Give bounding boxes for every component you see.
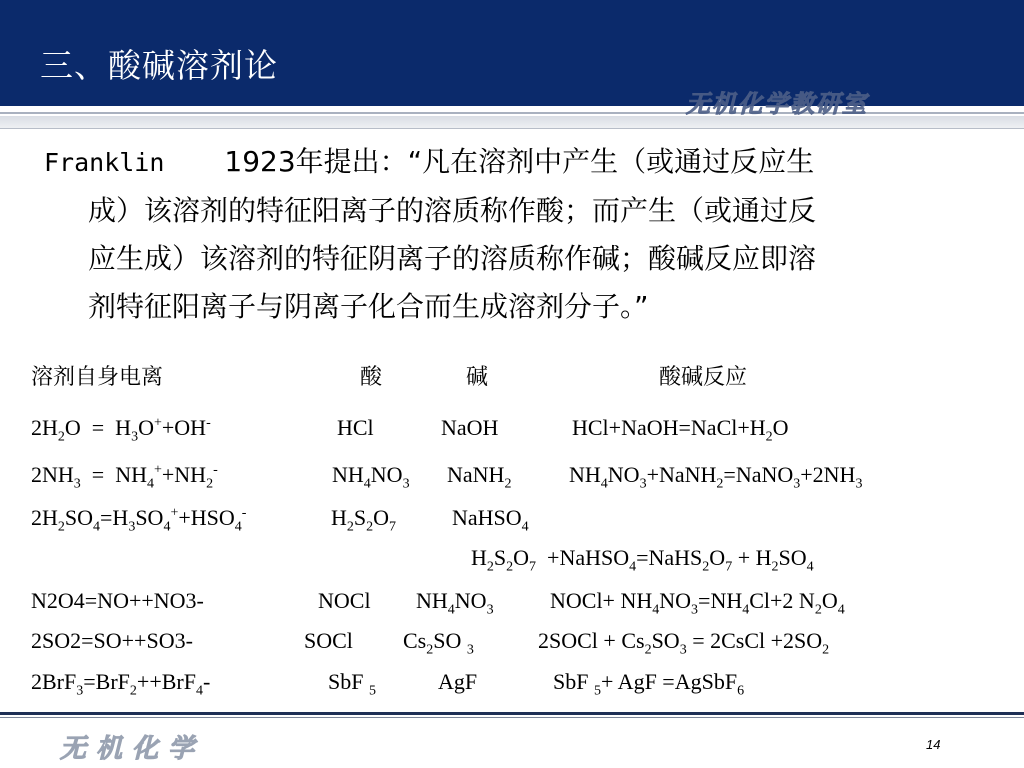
definition-year: 1923年提出：“凡在溶剂中产生（或通过反应生 xyxy=(224,145,815,178)
definition-line-2: 成）该溶剂的特征阳离子的溶质称作酸；而产生（或通过反 xyxy=(88,194,817,227)
acid-sulfuric: $H_2S_2O_7$ xyxy=(331,505,397,535)
header-acid: 酸 xyxy=(360,365,383,390)
reaction-brf3: SbF $_5$+ AgF =AgSbF$_6$ xyxy=(553,669,745,699)
ionization-water: $2H_2O = H_3O^++OH^-$ xyxy=(31,415,211,445)
acid-ammonia: $NH_4NO_3$ xyxy=(332,462,410,492)
definition-line-1 xyxy=(44,138,984,187)
base-brf3: AgF xyxy=(438,669,478,694)
reaction-ammonia: $NH_4NO_3+NaNH_2=NaNO_3+2NH_3$ xyxy=(569,462,863,492)
slide-title: 三、酸碱溶剂论 xyxy=(40,46,278,85)
base-sulfuric: NaHSO$_4$ xyxy=(452,505,529,535)
course-watermark: 无机化学 xyxy=(60,734,205,764)
franklin-definition xyxy=(44,138,984,331)
base-ammonia: NaNH$_2$ xyxy=(447,462,512,492)
reaction-so2: 2SOCl + $Cs_2SO_3$ = 2CsCl $+2SO_2$ xyxy=(538,628,830,658)
acid-brf3: SbF $_5$ xyxy=(328,669,376,699)
base-water: NaOH xyxy=(441,415,499,440)
ionization-brf3: 2BrF$_3$=BrF$_2$++BrF$_4$- xyxy=(31,669,211,699)
ionization-sulfuric: $2H_2SO_4=H_3SO_4^++HSO_4^-$ xyxy=(31,505,247,535)
definition-line-4: 剂特征阳离子与阴离子化合而生成溶剂分子。” xyxy=(88,290,649,323)
page-number: 14 xyxy=(926,737,941,752)
definition-line-3: 应生成）该溶剂的特征阴离子的溶质称作碱；酸碱反应即溶 xyxy=(88,242,817,275)
ionization-n2o4: N2O4=NO++NO3- xyxy=(31,588,204,613)
title-bar xyxy=(0,0,1024,106)
header-self-ionization: 溶剂自身电离 xyxy=(31,365,164,390)
acid-n2o4: NOCl xyxy=(318,588,371,613)
ionization-so2: 2SO2=SO++SO3- xyxy=(31,628,193,653)
reaction-sulfuric: $H_2S_2O_7$ $+NaHSO_4=NaHS_2O_7 + H_2SO_4$ xyxy=(471,545,814,575)
ionization-ammonia: $2NH_3 = NH_4^++NH_2^-$ xyxy=(31,462,218,492)
reaction-water: $HCl+NaOH=NaCl+H_2O$ xyxy=(572,415,789,445)
footer-divider xyxy=(0,712,1024,715)
department-watermark: 无机化学教研室 xyxy=(686,90,868,118)
header-base: 碱 xyxy=(466,365,489,390)
header-reaction: 酸碱反应 xyxy=(659,365,748,390)
header-band xyxy=(0,116,1024,129)
author-name: Franklin xyxy=(44,148,165,177)
acid-water: HCl xyxy=(337,415,374,440)
base-n2o4: $NH_4NO_3$ xyxy=(416,588,494,618)
reaction-n2o4: NOCl+ $NH_4NO_3=NH_4Cl+2$ $N_2O_4$ xyxy=(550,588,845,618)
acid-so2: SOCl xyxy=(304,628,353,653)
header-divider xyxy=(0,106,1024,114)
footer-divider-thin xyxy=(0,717,1024,718)
base-so2: $Cs_2SO$ $_3$ xyxy=(403,628,474,658)
